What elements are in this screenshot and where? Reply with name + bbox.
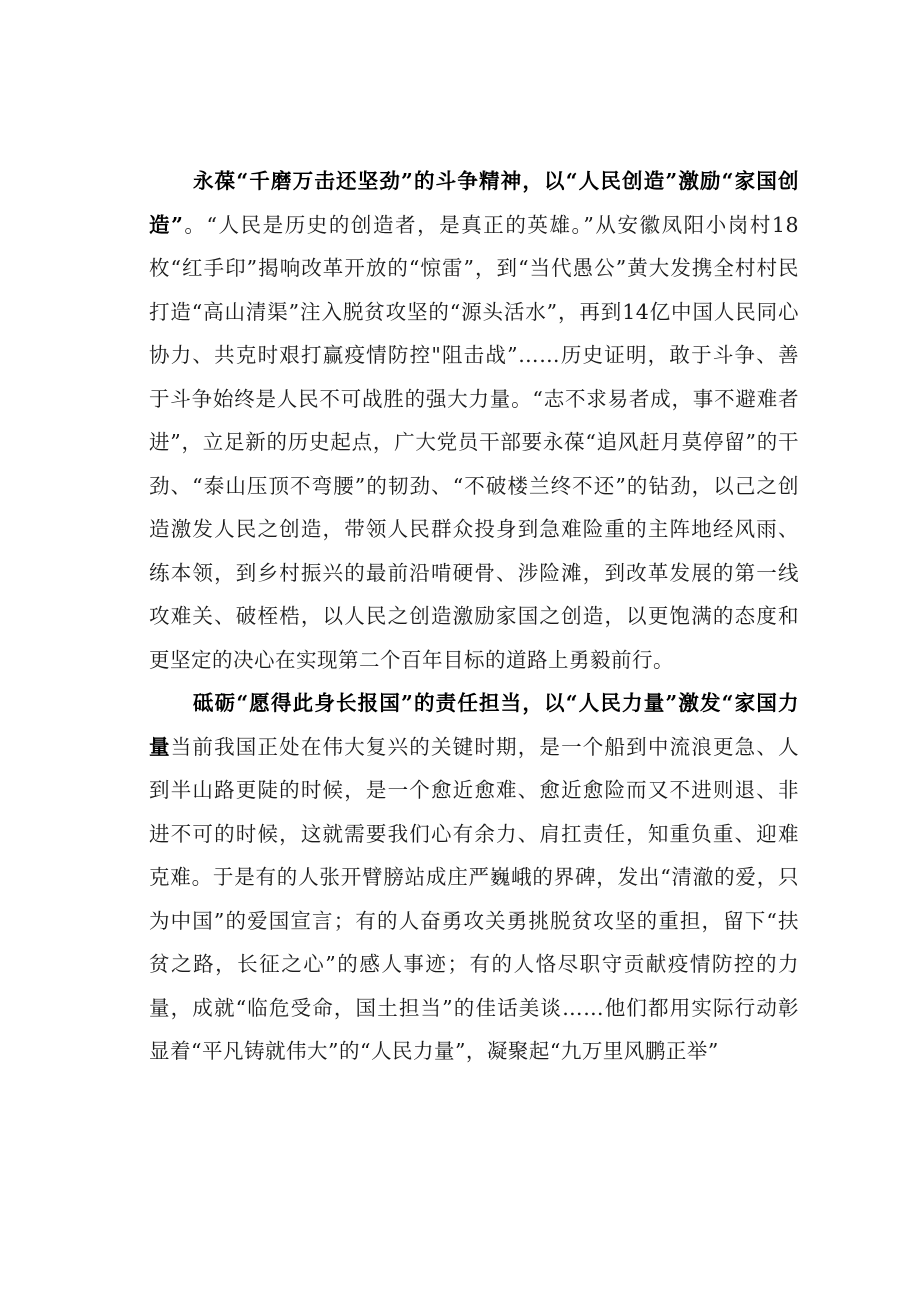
paragraph-1-text: 。“人民是历史的创造者，是真正的英雄。”从安徽凤阳小岗村18枚“红手印”揭响改革开放的“惊雷”，到“当代愚公”黄大发携全村村民打造“高山清渠”注入脱贫攻坚的“源头活水”，再到14亿中国人民同心协力、共克时艰打赢疫情防控"阻击战”……历史证明，敢于斗争、善于斗争始终是人民不可战胜的强大力量。“志不求易者成，事不避难者进”，立足新的历史起点，广大党员干部要永葆“追风赶月莫停留”的干劲、“泰山压顶不弯腰”的韧劲、“不破楼兰终不还”的钻劲，以己之创造激发人民之创造，带领人民群众投身到急难险重的主阵地经风雨、练本领，到乡村振兴的最前沿啃硬骨、涉险滩，到改革发展的第一线攻难关、破桎梏，以人民之创造激励家国之创造，以更饱满的态度和更坚定的决心在实现第二个百年目标的道路上勇毅前行。: [149, 212, 799, 672]
paragraph-2: [149, 682, 799, 1074]
document-body: [149, 160, 799, 1074]
paragraph-2-text: 当前我国正处在伟大复兴的关键时期，是一个船到中流浪更急、人到半山路更陡的时候，是一个愈近愈难、愈近愈险而又不进则退、非进不可的时候，这就需要我们心有余力、肩扛责任，知重负重、迎难克难。于是有的人张开臂膀站成庄严巍峨的界碑，发出“清澈的爱，只为中国”的爱国宣言；有的人奋勇攻关勇挑脱贫攻坚的重担，留下“扶贫之路，长征之心”的感人事迹；有的人恪尽职守贡献疫情防控的力量，成就“临危受命，国土担当”的佳话美谈……他们都用实际行动彰显着“平凡铸就伟大”的“人民力量”，凝聚起“九万里风鹏正举”: [149, 734, 800, 1063]
paragraph-1-heading: 永葆“千磨万击还坚劲”的斗争精神，以“人民创造”激励“家国创造”: [149, 169, 799, 237]
paragraph-2-heading: 砥砺“愿得此身长报国”的责任担当，以“人民力量”激发“家国力量: [149, 691, 799, 759]
paragraph-1: [149, 160, 799, 682]
